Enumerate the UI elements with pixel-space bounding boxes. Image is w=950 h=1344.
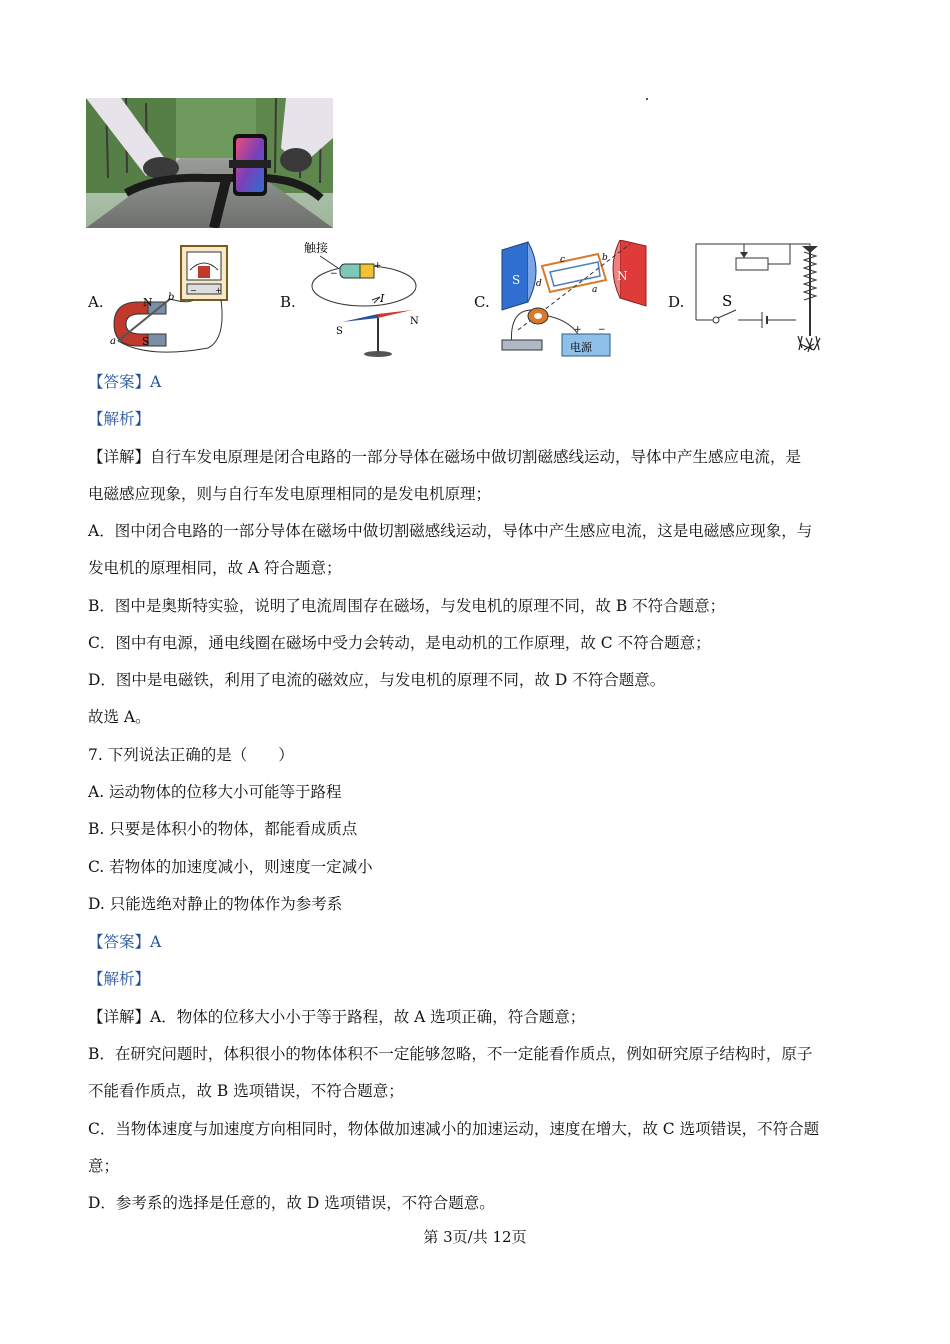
- q6-detail-line: A．图中闭合电路的一部分导体在磁场中做切割磁感线运动，导体中产生感应电流，这是电磁感应现象，与: [88, 522, 813, 540]
- svg-text:+: +: [574, 325, 582, 335]
- q7-detail-line: 意；: [88, 1157, 120, 1175]
- svg-text:d: d: [536, 279, 542, 289]
- q6-analysis-title: 【解析】: [88, 410, 151, 428]
- svg-text:I: I: [380, 292, 385, 305]
- option-b-label: B.: [280, 293, 296, 311]
- q7-stem: 7. 下列说法正确的是（ ）: [88, 746, 294, 764]
- svg-text:c: c: [560, 255, 566, 265]
- q6-conclusion: 故选 A。: [88, 708, 151, 726]
- q7-option-a: A. 运动物体的位移大小可能等于路程: [88, 783, 342, 801]
- q7-detail-line: 不能看作质点，故 B 选项错误，不符合题意；: [88, 1082, 404, 1100]
- q7-analysis-title: 【解析】: [88, 970, 151, 988]
- svg-text:S: S: [336, 326, 343, 337]
- svg-text:N: N: [617, 269, 628, 283]
- svg-text:−: −: [598, 325, 606, 335]
- svg-text:a: a: [110, 336, 116, 347]
- option-d-figure: [692, 240, 842, 362]
- q7-answer: 【答案】A: [88, 933, 162, 951]
- q7-detail-line: C．当物体速度与加速度方向相同时，物体做加速减小的加速运动，速度在增大，故 C 选项错误，不符合题: [88, 1120, 820, 1138]
- svg-text:N: N: [410, 316, 419, 327]
- q6-detail-line: 电磁感应现象，则与自行车发电原理相同的是发电机原理；: [88, 485, 492, 503]
- option-c-label: C.: [474, 293, 490, 311]
- svg-text:a: a: [592, 285, 598, 295]
- page-footer: 第 3页/共 12页: [423, 1228, 527, 1246]
- q7-detail-line: B．在研究问题时，体积很小的物体体积不一定能够忽略，不一定能看作质点，例如研究原子结构时，原子: [88, 1045, 813, 1063]
- q6-answer: 【答案】A: [88, 373, 162, 391]
- svg-text:b: b: [168, 292, 175, 303]
- svg-text:S: S: [722, 292, 733, 310]
- q6-detail-line: B．图中是奥斯特实验，说明了电流周围存在磁场，与发电机的原理不同，故 B 不符合题意；: [88, 597, 726, 615]
- q6-detail-line: D．图中是电磁铁，利用了电流的磁效应，与发电机的原理不同，故 D 不符合题意。: [88, 671, 666, 689]
- svg-text:b: b: [602, 253, 608, 263]
- fig-a-n: N: [143, 296, 153, 309]
- q6-detail-line: 发电机的原理相同，故 A 符合题意；: [88, 559, 342, 577]
- option-c-figure: [498, 240, 648, 362]
- svg-text:触接: 触接: [304, 241, 329, 255]
- svg-text:+: +: [374, 261, 382, 271]
- option-d-label: D.: [668, 293, 685, 311]
- stray-dot: [646, 98, 648, 100]
- svg-text:S: S: [512, 273, 521, 287]
- option-b-figure: [300, 238, 430, 362]
- q7-detail-line: D．参考系的选择是任意的，故 D 选项错误，不符合题意。: [88, 1194, 495, 1212]
- svg-text:−: −: [330, 269, 338, 279]
- q6-detail-line: 【详解】自行车发电原理是闭合电路的一部分导体在磁场中做切割磁感线运动，导体中产生感应电流，是: [88, 448, 802, 466]
- svg-text:+: +: [215, 286, 222, 295]
- option-a-label: A.: [88, 293, 104, 311]
- svg-text:电源: 电源: [570, 341, 592, 354]
- q7-option-d: D. 只能选绝对静止的物体作为参考系: [88, 895, 343, 913]
- q7-option-b: B. 只要是体积小的物体，都能看成质点: [88, 820, 358, 838]
- svg-text:S: S: [142, 335, 150, 348]
- q7-option-c: C. 若物体的加速度减小，则速度一定减小: [88, 858, 373, 876]
- bicycle-phone-photo: [86, 98, 333, 228]
- q6-detail-line: C．图中有电源，通电线圈在磁场中受力会转动，是电动机的工作原理，故 C 不符合题意；: [88, 634, 711, 652]
- q7-detail-line: 【详解】A．物体的位移大小小于等于路程，故 A 选项正确，符合题意；: [88, 1008, 586, 1026]
- svg-text:−: −: [190, 286, 197, 295]
- option-a-figure: [108, 244, 233, 356]
